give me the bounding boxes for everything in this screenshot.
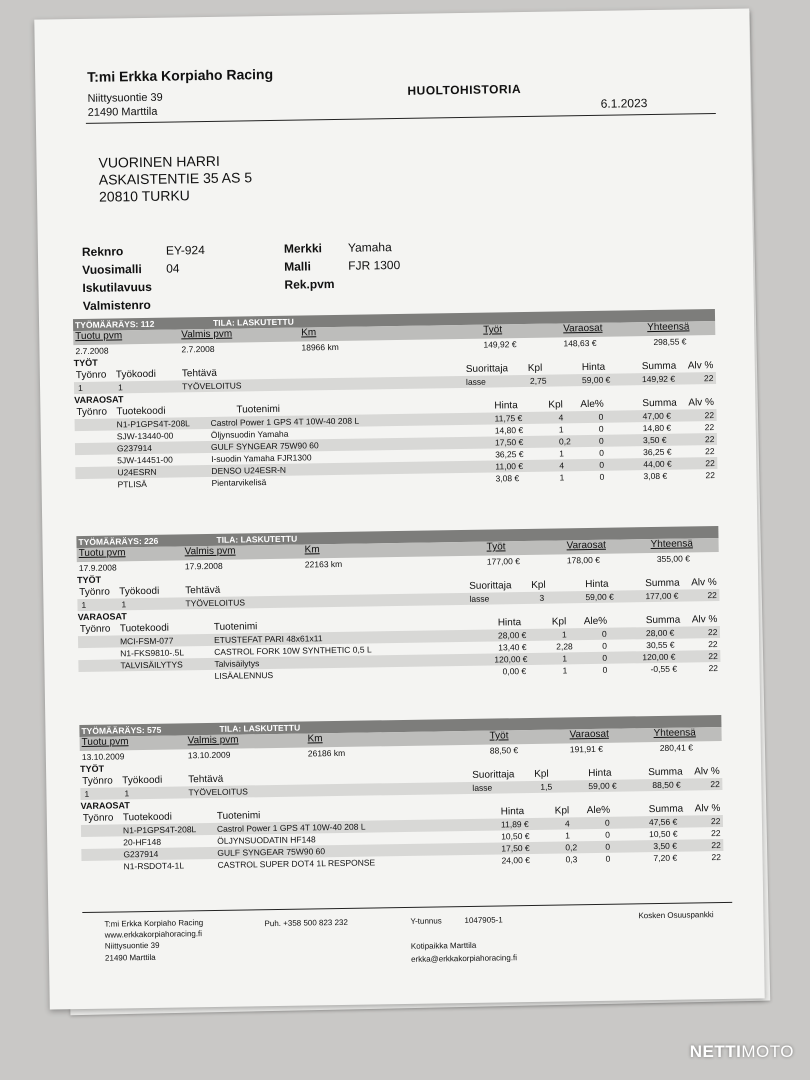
tyonro-label: Työnro — [79, 623, 111, 636]
document-footer — [82, 902, 732, 964]
part-ale: 0 — [599, 447, 604, 458]
parts-list — [78, 626, 721, 684]
part-ale: 0 — [601, 628, 607, 639]
part-kpl: 1 — [562, 665, 568, 676]
part-nimi: GULF SYNGEAR 75W90 60 — [210, 440, 319, 452]
tehtava-label: Tehtävä — [188, 773, 224, 786]
yhteensa-value: 355,00 € — [656, 553, 690, 564]
summa-label: Summa — [648, 766, 683, 779]
tyot-value: 88,50 € — [489, 745, 519, 756]
valmistenro-label: Valmistenro — [82, 297, 151, 313]
footer-email-link[interactable]: erkka@erkkakorpiahoracing.fi — [411, 953, 518, 964]
part-summa: -0,55 € — [650, 663, 678, 675]
part-alv: 22 — [711, 839, 721, 851]
alv-label: Alv % — [687, 360, 714, 372]
part-summa: 3,50 € — [653, 840, 678, 852]
footer-street: Niittysuontie 39 — [104, 940, 160, 951]
part-alv: 22 — [708, 651, 718, 662]
customer-name: VUORINEN HARRI — [98, 152, 220, 171]
kpl-label: Kpl — [527, 362, 543, 374]
tuotu-label: Tuotu pvm — [78, 547, 126, 560]
part-alv: 22 — [705, 446, 715, 457]
part-hinta: 14,80 € — [494, 425, 524, 436]
part-hinta: 17,50 € — [494, 437, 524, 448]
tuotu-label: Tuotu pvm — [81, 736, 129, 749]
part-alv: 22 — [705, 470, 716, 481]
part-kpl: 4 — [564, 818, 570, 829]
part-summa: 10,50 € — [649, 828, 678, 840]
part-koodi: N1-RSDOT4-1L — [123, 860, 185, 872]
part-nimi: Castrol Power 1 GPS 4T 10W-40 208 L — [210, 415, 360, 428]
part-ale: 0 — [605, 829, 610, 840]
part-alv: 22 — [710, 815, 721, 827]
merkki-label: Merkki — [283, 241, 323, 256]
part-kpl: 1 — [562, 653, 568, 664]
work-order — [79, 715, 723, 873]
part-nimi: DENSO U24ESR-N — [211, 464, 287, 476]
work-nro: 1 — [81, 599, 87, 611]
malli-value: FJR 1300 — [348, 257, 401, 273]
work-koodi: 1 — [117, 382, 123, 393]
work-suorittaja: lasse — [472, 782, 493, 793]
part-summa: 28,00 € — [645, 627, 675, 639]
km-label: Km — [301, 327, 317, 339]
company-postal: 21490 Marttila — [87, 105, 158, 119]
part-summa: 3,08 € — [643, 470, 668, 482]
footer-kotipaikka: Kotipaikka Marttila — [410, 940, 477, 951]
part-hinta: 36,25 € — [495, 449, 524, 460]
part-nimi: CASTROL SUPER DOT4 1L RESPONSE — [217, 857, 376, 870]
part-ale: 0 — [598, 411, 604, 422]
summa-label: Summa — [645, 577, 680, 590]
part-nimi: ÖLJYNSUODATIN HF148 — [217, 834, 316, 846]
varaosat-label: Varaosat — [569, 728, 609, 741]
tuotekoodi-label: Tuotekoodi — [116, 405, 166, 418]
part-summa: 14,80 € — [642, 422, 672, 434]
work-hinta: 59,00 € — [585, 591, 614, 603]
work-order-title: TYÖMÄÄRÄYS: 575 — [81, 724, 162, 737]
alv-label: Alv % — [694, 802, 721, 815]
work-nro: 1 — [77, 382, 83, 394]
customer-postal: 20810 TURKU — [98, 187, 190, 205]
footer-bank: Kosken Osuuspankki — [638, 910, 714, 921]
part-alv: 22 — [708, 663, 719, 674]
part-ale: 0 — [599, 471, 605, 482]
tyokoodi-label: Työkoodi — [122, 774, 163, 787]
tehtava-label: Tehtävä — [185, 584, 221, 597]
work-order — [73, 309, 718, 491]
customer-street: ASKAISTENTIE 35 AS 5 — [98, 169, 253, 188]
footer-company: T:mi Erkka Korpiaho Racing — [104, 918, 204, 929]
part-alv: 22 — [711, 851, 722, 863]
varaosat-value: 178,00 € — [566, 554, 600, 566]
work-kpl: 1,5 — [540, 781, 553, 792]
company-street: Niittysuontie 39 — [87, 91, 163, 105]
kpl-label: Kpl — [548, 399, 563, 411]
varaosat-value: 191,91 € — [569, 743, 603, 755]
tuotekoodi-label: Tuotekoodi — [122, 811, 173, 824]
hinta-label: Hinta — [497, 617, 522, 629]
work-suorittaja: lasse — [465, 376, 486, 387]
tyot-section-title: TYÖT — [79, 763, 105, 775]
document-date: 6.1.2023 — [600, 96, 648, 111]
hinta-label: Hinta — [588, 767, 612, 780]
tyokoodi-label: Työkoodi — [115, 368, 156, 381]
work-summa: 88,50 € — [652, 779, 681, 791]
part-koodi: PTLISÄ — [117, 478, 147, 490]
footer-phone: Puh. +358 500 823 232 — [264, 917, 348, 929]
yhteensa-label: Yhteensä — [653, 727, 696, 740]
work-alv: 22 — [707, 590, 717, 601]
part-ale: 0 — [602, 664, 608, 675]
part-koodi: TALVISÄILYTYS — [120, 659, 183, 671]
tyot-section-title: TYÖT — [76, 574, 102, 586]
tuotu-value: 13.10.2009 — [81, 751, 125, 763]
work-hinta: 59,00 € — [581, 374, 611, 386]
part-kpl: 1 — [559, 472, 565, 483]
tyonro-label: Työnro — [79, 586, 110, 599]
km-value: 18966 km — [301, 341, 339, 353]
part-ale: 0 — [604, 817, 610, 828]
work-summa: 177,00 € — [645, 590, 679, 602]
part-hinta: 3,08 € — [495, 473, 520, 484]
part-koodi: N1-P1GPS4T-208L — [116, 418, 190, 430]
work-tehtava: TYÖVELOITUS — [181, 380, 242, 392]
part-koodi: SJW-13440-00 — [116, 430, 174, 442]
kpl-label: Kpl — [531, 579, 546, 591]
part-nimi: Castrol Power 1 GPS 4T 10W-40 208 L — [216, 821, 366, 834]
work-order-title: TYÖMÄÄRÄYS: 112 — [74, 318, 155, 331]
part-summa: 3,50 € — [642, 434, 667, 446]
part-hinta: 24,00 € — [501, 854, 530, 866]
part-ale: 0 — [602, 640, 607, 651]
valmis-value: 13.10.2009 — [187, 749, 231, 761]
part-nimi: I-suodin Yamaha FJR1300 — [211, 452, 312, 464]
suorittaja-label: Suorittaja — [469, 580, 512, 592]
summa-label: Summa — [645, 614, 681, 627]
part-hinta: 28,00 € — [497, 630, 527, 641]
varaosat-label: Varaosat — [566, 539, 606, 552]
part-hinta: 11,75 € — [494, 413, 523, 424]
iskutilavuus-label: Iskutilavuus — [82, 279, 152, 295]
tuotenimi-label: Tuotenimi — [213, 621, 258, 633]
tyokoodi-label: Työkoodi — [119, 585, 160, 598]
valmis-label: Valmis pvm — [187, 734, 239, 747]
summa-label: Summa — [642, 397, 677, 410]
work-tehtava: TYÖVELOITUS — [185, 597, 246, 609]
valmis-label: Valmis pvm — [184, 545, 236, 558]
part-nimi: ETUSTEFAT PARI 48x61x11 — [213, 633, 323, 645]
part-summa: 30,55 € — [646, 639, 675, 651]
yhteensa-label: Yhteensä — [650, 538, 693, 551]
alv-label: Alv % — [694, 766, 720, 778]
part-alv: 22 — [704, 434, 715, 445]
tyot-label: Työt — [489, 730, 509, 742]
summa-label: Summa — [641, 360, 677, 373]
part-koodi: MCI-FSM-077 — [119, 635, 174, 647]
tyonro-label: Työnro — [75, 369, 107, 382]
part-hinta: 0,00 € — [502, 666, 527, 677]
part-koodi: G237914 — [123, 848, 159, 860]
nettimoto-watermark — [690, 1042, 794, 1062]
part-nimi: Talvisäilytys — [214, 658, 260, 669]
part-alv: 22 — [711, 827, 721, 839]
work-summa: 149,92 € — [641, 373, 676, 385]
work-koodi: 1 — [121, 599, 127, 610]
yhteensa-label: Yhteensä — [647, 321, 690, 334]
footer-ytunnus-label: Y-tunnus — [410, 916, 442, 926]
part-kpl: 4 — [558, 412, 564, 423]
work-order-status: TILA: LASKUTETTU — [216, 533, 298, 545]
tyot-label: Työt — [486, 541, 506, 553]
part-hinta: 120,00 € — [494, 654, 528, 665]
km-label: Km — [307, 733, 323, 745]
part-kpl: 4 — [559, 460, 565, 471]
valmis-value: 17.9.2008 — [184, 560, 223, 572]
part-kpl: 1 — [565, 830, 570, 841]
valmis-value: 2.7.2008 — [181, 343, 215, 355]
part-nimi: CASTROL FORK 10W SYNTHETIC 0,5 L — [214, 644, 372, 657]
km-value: 22163 km — [304, 558, 343, 570]
work-hinta: 59,00 € — [588, 780, 617, 792]
ale-label: Ale% — [583, 615, 608, 628]
tyonro-label: Työnro — [82, 775, 113, 788]
tuotekoodi-label: Tuotekoodi — [119, 622, 170, 635]
part-alv: 22 — [705, 458, 715, 469]
work-alv: 22 — [703, 373, 714, 384]
footer-divider — [82, 902, 732, 913]
vuosimalli-label: Vuosimalli — [82, 262, 142, 277]
valmis-label: Valmis pvm — [181, 328, 233, 341]
parts-list — [75, 409, 718, 491]
part-hinta: 11,00 € — [495, 461, 524, 472]
part-nimi: LISÄALENNUS — [214, 670, 274, 681]
malli-label: Malli — [284, 259, 311, 274]
work-kpl: 3 — [539, 592, 545, 603]
work-koodi: 1 — [124, 788, 130, 799]
part-kpl: 0,2 — [565, 842, 578, 853]
work-nro: 1 — [84, 788, 90, 799]
part-summa: 44,00 € — [643, 458, 672, 470]
part-hinta: 13,40 € — [498, 642, 527, 653]
part-kpl: 0,3 — [565, 854, 578, 865]
work-suorittaja: lasse — [469, 593, 490, 604]
tyot-label: Työt — [483, 324, 503, 336]
vuosimalli-value: 04 — [166, 261, 180, 276]
varaosat-label: Varaosat — [563, 322, 603, 335]
part-ale: 0 — [602, 652, 608, 663]
suorittaja-label: Suorittaja — [472, 769, 515, 781]
part-kpl: 0,2 — [558, 436, 571, 447]
tyot-value: 149,92 € — [483, 339, 517, 350]
part-nimi: Öljynsuodin Yamaha — [210, 428, 289, 440]
service-history-document — [34, 8, 764, 1009]
tuotenimi-label: Tuotenimi — [236, 403, 281, 416]
company-name: T:mi Erkka Korpiaho Racing — [87, 65, 274, 85]
part-ale: 0 — [605, 853, 611, 864]
watermark-part1: NETTI — [689, 1042, 742, 1061]
tuotu-label: Tuotu pvm — [75, 330, 123, 343]
part-summa: 47,00 € — [642, 410, 672, 422]
tuotu-value: 17.9.2008 — [78, 562, 117, 574]
hinta-label: Hinta — [500, 806, 525, 818]
alv-label: Alv % — [691, 614, 718, 626]
kpl-label: Kpl — [551, 616, 567, 628]
part-kpl: 1 — [561, 629, 567, 640]
work-order-status: TILA: LASKUTETTU — [212, 316, 294, 328]
part-koodi: 20-HF148 — [123, 836, 162, 848]
alv-label: Alv % — [688, 397, 715, 409]
part-ale: 0 — [598, 435, 604, 446]
alv-label: Alv % — [691, 577, 717, 589]
tehtava-label: Tehtävä — [181, 367, 217, 380]
tyonro-label: Työnro — [76, 406, 108, 419]
ale-label: Ale% — [580, 398, 604, 411]
part-hinta: 11,89 € — [500, 819, 529, 830]
ale-label: Ale% — [586, 804, 611, 817]
part-summa: 120,00 € — [642, 651, 676, 663]
part-alv: 22 — [704, 410, 715, 421]
reknro-value: EY-924 — [165, 243, 205, 258]
part-summa: 47,56 € — [648, 816, 678, 828]
part-nimi: GULF SYNGEAR 75W90 60 — [217, 846, 326, 858]
kpl-label: Kpl — [554, 805, 570, 817]
part-ale: 0 — [599, 459, 605, 470]
work-tehtava: TYÖVELOITUS — [188, 786, 249, 798]
varaosat-section-title: VARAOSAT — [77, 611, 127, 623]
part-kpl: 2,28 — [556, 641, 573, 652]
tyot-section-title: TYÖT — [73, 357, 98, 369]
work-kpl: 2,75 — [529, 375, 547, 386]
part-hinta: 10,50 € — [501, 830, 530, 842]
document-title: HUOLTOHISTORIA — [407, 82, 522, 98]
part-kpl: 1 — [558, 424, 564, 435]
work-alv: 22 — [710, 779, 720, 790]
part-koodi: 5JW-14451-00 — [117, 454, 173, 466]
rekpvm-label: Rek.pvm — [284, 276, 335, 292]
tyot-value: 177,00 € — [486, 556, 521, 567]
km-label: Km — [304, 544, 320, 556]
tuotu-value: 2.7.2008 — [75, 345, 109, 357]
varaosat-section-title: VARAOSAT — [80, 800, 130, 812]
hinta-label: Hinta — [581, 361, 606, 374]
parts-list — [81, 815, 724, 873]
tyonro-label: Työnro — [82, 812, 114, 825]
part-summa: 7,20 € — [653, 852, 678, 864]
part-koodi: N1-P1GPS4T-208L — [122, 824, 197, 836]
yhteensa-value: 280,41 € — [659, 742, 693, 753]
part-koodi: G237914 — [116, 442, 153, 454]
yhteensa-value: 298,55 € — [653, 336, 687, 347]
work-order — [76, 526, 720, 684]
part-kpl: 1 — [559, 448, 564, 459]
part-nimi: Pientarvikelisä — [211, 477, 267, 488]
part-hinta: 17,50 € — [501, 842, 530, 854]
tuotenimi-label: Tuotenimi — [216, 810, 261, 822]
part-alv: 22 — [708, 639, 718, 650]
footer-web-link[interactable]: www.erkkakorpiahoracing.fi — [104, 929, 203, 940]
work-order-title: TYÖMÄÄRÄYS: 226 — [78, 535, 159, 548]
suorittaja-label: Suorittaja — [465, 363, 509, 375]
reknro-label: Reknro — [81, 244, 124, 259]
work-order-status: TILA: LASKUTETTU — [219, 722, 301, 734]
hinta-label: Hinta — [585, 578, 609, 591]
footer-postal: 21490 Marttila — [104, 952, 156, 963]
part-ale: 0 — [598, 423, 604, 434]
varaosat-section-title: VARAOSAT — [74, 394, 124, 406]
part-alv: 22 — [704, 422, 715, 433]
kpl-label: Kpl — [534, 768, 549, 780]
watermark-part2: MOTO — [741, 1042, 794, 1061]
varaosat-value: 148,63 € — [563, 337, 597, 349]
part-alv: 22 — [707, 627, 718, 638]
summa-label: Summa — [648, 803, 684, 816]
hinta-label: Hinta — [494, 400, 518, 412]
part-ale: 0 — [605, 841, 611, 852]
part-koodi: N1-FKS9810-.5L — [120, 647, 185, 659]
header-divider — [86, 113, 716, 124]
part-koodi: U24ESRN — [117, 466, 157, 478]
km-value: 26186 km — [307, 747, 346, 759]
footer-ytunnus: 1047905-1 — [464, 915, 503, 926]
merkki-value: Yamaha — [347, 240, 392, 255]
part-summa: 36,25 € — [643, 446, 672, 458]
